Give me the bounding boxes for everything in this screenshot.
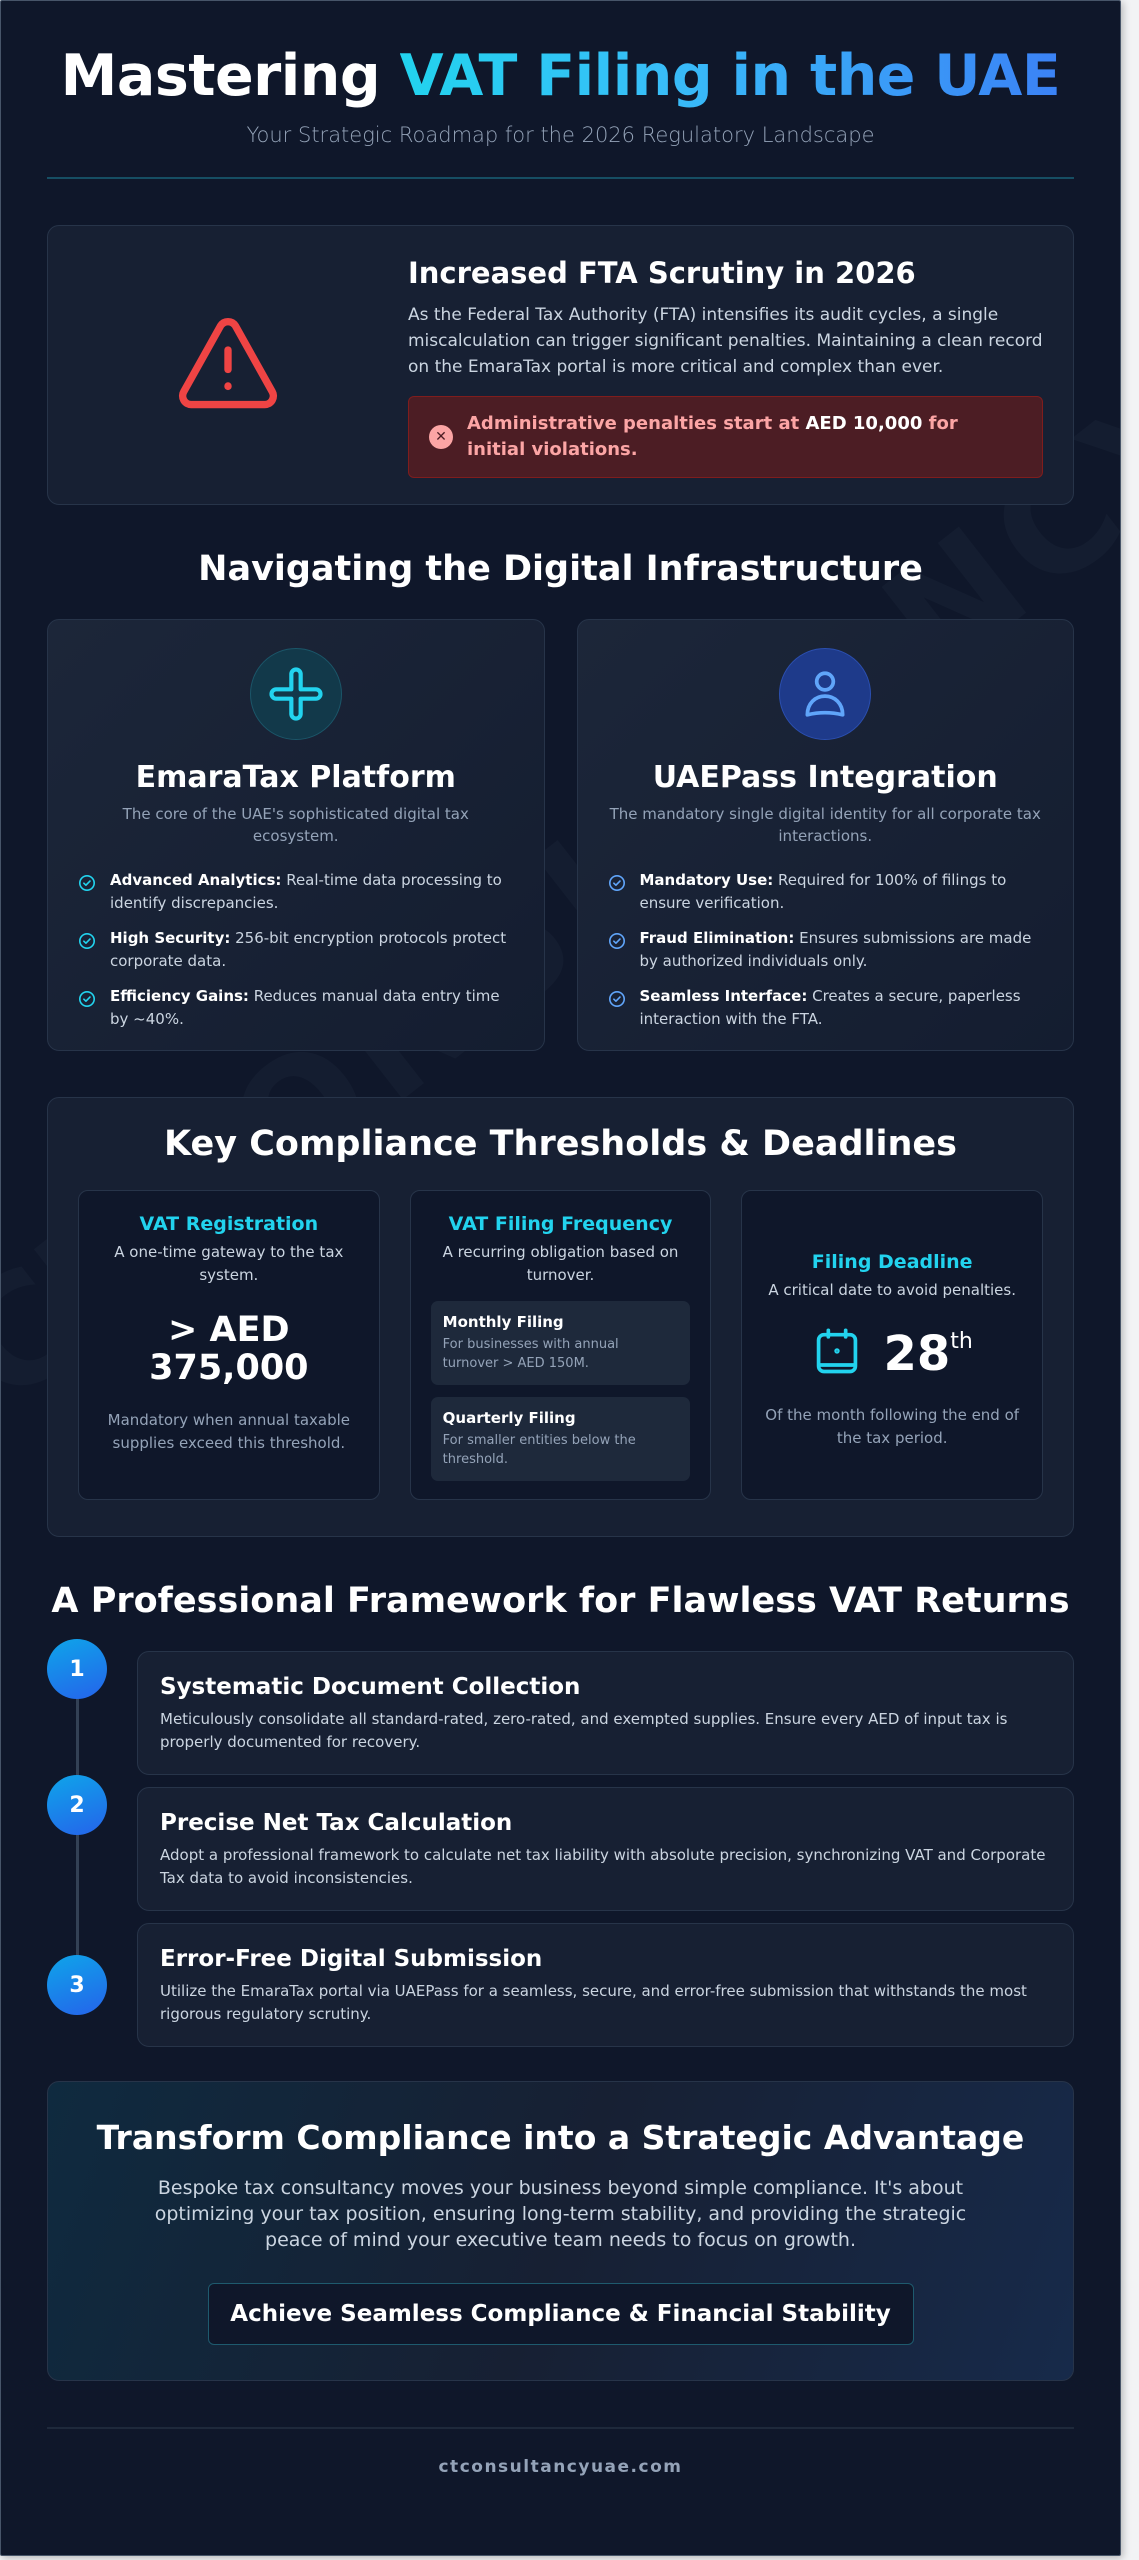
quarterly-filing-box: Quarterly Filing For smaller entities below the threshold.: [431, 1397, 691, 1481]
fta-scrutiny-card: [47, 225, 1074, 505]
step-title: Systematic Document Collection: [160, 1674, 581, 1700]
feature-list: [78, 869, 514, 1031]
emaratax-card: [47, 619, 545, 1051]
filing-deadline-card: [741, 1190, 1043, 1500]
col-title: Filing Deadline: [811, 1251, 973, 1273]
calendar-icon: [811, 1326, 863, 1382]
step-2: [47, 1787, 1074, 1911]
check-circle-icon: [608, 990, 626, 1031]
page-title: [47, 1, 1074, 111]
col-desc: A critical date to avoid penalties.: [768, 1281, 1016, 1299]
feature-list: [608, 869, 1044, 1031]
alert-title: Increased FTA Scrutiny in 2026: [408, 256, 916, 290]
compliance-section: [47, 1097, 1074, 1537]
cta-title: Transform Compliance into a Strategic Advantage: [96, 2118, 1025, 2157]
footer-divider: [47, 2427, 1074, 2429]
step-number-badge: 1: [47, 1639, 107, 1699]
title-part-gradient: VAT Filing in the UAE: [399, 43, 1061, 109]
vat-filing-frequency-card: [410, 1190, 712, 1500]
step-1: [47, 1651, 1074, 1775]
col-foot: Of the month following the end of the tax period.: [765, 1406, 1020, 1447]
card-subtitle: The core of the UAE's sophisticated digital tax ecosystem.: [122, 805, 469, 845]
monthly-filing-box: Monthly Filing For businesses with annual turnover > AED 150M.: [431, 1301, 691, 1385]
registration-threshold: > AED 375,000: [149, 1310, 309, 1388]
infrastructure-heading: Navigating the Digital Infrastructure: [198, 549, 923, 589]
page-subtitle: Your Strategic Roadmap for the 2026 Regulatory Landscape: [246, 123, 875, 147]
col-desc: A recurring obligation based on turnover.: [442, 1243, 679, 1284]
check-circle-icon: [608, 932, 626, 973]
step-text: Meticulously consolidate all standard-rated, zero-rated, and exempted supplies. Ensure every AED of input tax is properly documented for recovery.: [160, 1710, 1008, 1751]
card-title: EmaraTax Platform: [135, 760, 456, 795]
cta-text: Bespoke tax consultancy moves your business beyond simple compliance. It's about optimizing your tax position, ensuring long-term stability, and providing the strategic peace of mind your executive team needs to focus on growth.: [154, 2177, 967, 2251]
list-item: High Security: 256-bit encryption protocols protect corporate data.: [78, 927, 514, 973]
list-item: Efficiency Gains: Reduces manual data entry time by ~40%.: [78, 985, 514, 1031]
check-circle-icon: [78, 874, 96, 915]
deadline-day: 28th: [883, 1326, 973, 1382]
step-title: Error-Free Digital Submission: [160, 1946, 543, 1972]
vat-registration-card: [78, 1190, 380, 1500]
framework-steps: [47, 1651, 1074, 2047]
list-item: Seamless Interface: Creates a secure, paperless interaction with the FTA.: [608, 985, 1044, 1031]
step-3: [47, 1923, 1074, 2047]
col-title: VAT Filing Frequency: [448, 1213, 673, 1235]
step-title: Precise Net Tax Calculation: [160, 1810, 513, 1836]
x-circle-icon: ✕: [429, 425, 453, 449]
framework-heading: A Professional Framework for Flawless VAT Returns: [51, 1581, 1070, 1621]
penalty-banner: [408, 396, 1043, 478]
title-part-white: Mastering: [60, 43, 400, 109]
step-number-badge: 3: [47, 1955, 107, 2015]
warning-triangle-icon: [176, 315, 280, 415]
cta-button[interactable]: Achieve Seamless Compliance & Financial Stability: [208, 2283, 914, 2345]
penalty-amount: AED 10,000: [805, 413, 923, 434]
col-foot: Mandatory when annual taxable supplies exceed this threshold.: [107, 1411, 351, 1452]
cta-section: [47, 2081, 1074, 2381]
step-number-badge: 2: [47, 1775, 107, 1835]
list-item: Fraud Elimination: Ensures submissions are made by authorized individuals only.: [608, 927, 1044, 973]
compliance-heading: Key Compliance Thresholds & Deadlines: [163, 1124, 957, 1164]
check-circle-icon: [78, 932, 96, 973]
card-subtitle: The mandatory single digital identity for all corporate tax interactions.: [609, 805, 1041, 845]
step-text: Adopt a professional framework to calculate net tax liability with absolute precision, synchronizing VAT and Corporate Tax data to avoid inconsistencies.: [160, 1846, 1046, 1887]
platform-cards: [47, 619, 1074, 1051]
col-title: VAT Registration: [139, 1213, 319, 1235]
step-text: Utilize the EmaraTax portal via UAEPass for a seamless, secure, and error-free submission that withstands the most rigorous regulatory scrutiny.: [160, 1982, 1027, 2023]
card-title: UAEPass Integration: [652, 760, 998, 795]
list-item: Mandatory Use: Required for 100% of filings to ensure verification.: [608, 869, 1044, 915]
header-divider: [47, 177, 1074, 179]
footer-site-link[interactable]: ctconsultancyuae.com: [438, 2457, 683, 2477]
plus-cross-icon: [250, 648, 342, 740]
list-item: Advanced Analytics: Real-time data processing to identify discrepancies.: [78, 869, 514, 915]
col-desc: A one-time gateway to the tax system.: [114, 1243, 344, 1284]
user-icon: [779, 648, 871, 740]
alert-text: As the Federal Tax Authority (FTA) intensifies its audit cycles, a single miscalculation can trigger significant penalties. Maintaining a clean record on the EmaraTax portal is more critical and complex than ever.: [408, 305, 1043, 377]
check-circle-icon: [78, 990, 96, 1031]
uaepass-card: [577, 619, 1075, 1051]
penalty-text: Administrative penalties start at AED 10,000 for initial violations.: [467, 413, 958, 460]
check-circle-icon: [608, 874, 626, 915]
